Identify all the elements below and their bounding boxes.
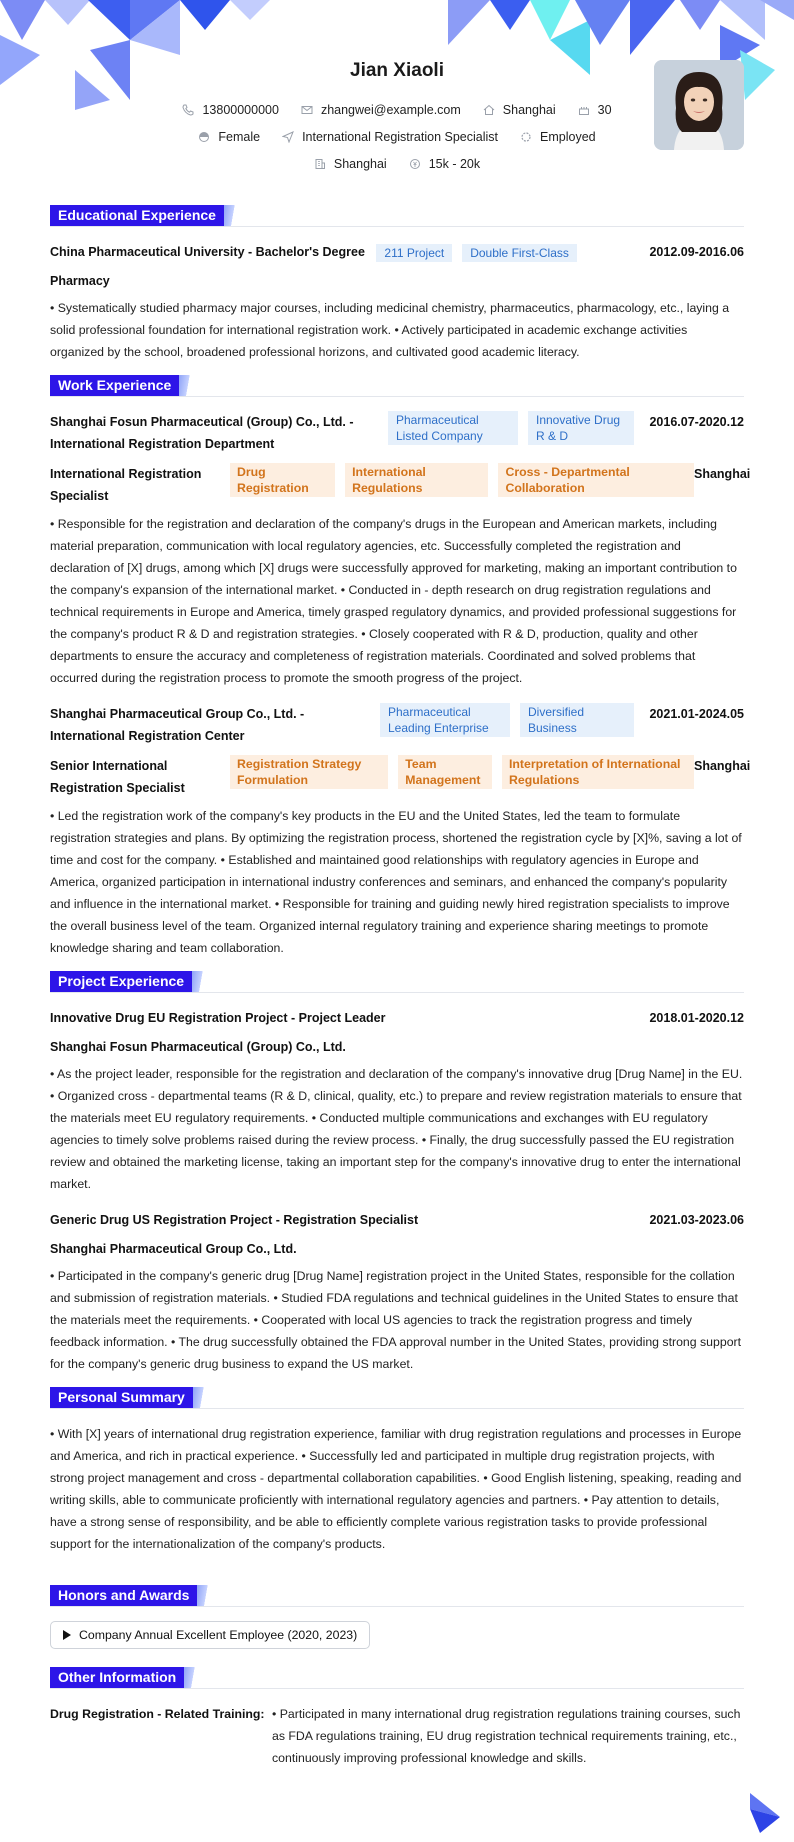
work-entry (50, 411, 751, 689)
project-entry (50, 1007, 744, 1195)
work-description: • Responsible for the registration and declaration of the company's drugs in the European and American markets, including material preparation, communication with local regulatory agencies, etc. Successfully completed the registration and declaration of [X] drugs, among which [X] drugs were successfully approved for marketing, making an important contribution to the company's expansion of the international market. • Conducted in - depth research on drug registration regulations and technical requirements in Europe and America, timely grasped regulatory dynamics, and provided professional suggestions for the company's product R & D and registration strategies. • Closely cooperated with R & D, production, quality and other departments to ensure the accuracy and completeness of registration materials. Coordinated and solved problems that occurred during the registration process to promote the smooth progress of the project. (50, 517, 737, 685)
target-city-info (314, 157, 387, 171)
skill-tag: International Regulations (345, 463, 488, 497)
building-icon (314, 158, 326, 170)
phone-icon (182, 104, 194, 116)
summary-section (50, 1387, 744, 1555)
other-text: • Participated in many international drug registration regulations training courses, such as FDA regulations training, EU drug registration technical requirements training, etc., continuously improving professional knowledge and skills. (272, 1707, 741, 1765)
candidate-name: Jian Xiaoli (350, 60, 444, 81)
school-tag: Double First-Class (462, 244, 577, 262)
work-date: 2021.01-2024.05 (649, 707, 744, 721)
home-icon (483, 104, 495, 116)
chevron-right-icon (63, 1630, 71, 1640)
summary-text: • With [X] years of international drug registration experience, familiar with drug registration regulations and processes in Europe and America, and rich in practical experience. • Successfully led and participated in multiple drug registration projects, with strong project management and cross - departmental collaboration capabilities. • Good English listening, speaking, reading and writing skills, able to communicate proficiently with international regulatory agencies and partners. • Pay attention to details, have a strong sense of responsibility, and be able to efficiently complete various registration tasks to provide professional support for the internationalization of the company's products. (50, 1427, 742, 1551)
work-date: 2016.07-2020.12 (649, 415, 744, 429)
skill-tag: Team Management (398, 755, 492, 789)
city-info (483, 103, 556, 117)
age-icon (578, 104, 590, 116)
section-title-summary: Personal Summary (50, 1387, 193, 1408)
school-name: China Pharmaceutical University - Bachelor's Degree (50, 245, 365, 259)
project-company: Shanghai Fosun Pharmaceutical (Group) Co., Ltd. (50, 1040, 346, 1054)
other-label: Drug Registration - Related Training: (50, 1707, 265, 1721)
gender-icon (198, 131, 210, 143)
section-title-other: Other Information (50, 1667, 184, 1688)
company-tag: Pharmaceutical Listed Company (388, 411, 518, 445)
project-description: • Participated in the company's generic drug [Drug Name] registration project in the United States, responsible for the collation and submission of registration materials. • Studied FDA regulations and technical guidelines in the United States to ensure that the materials meet the requirements. • Cooperated with local US agencies to track the registration progress and timely feedback information. • The drug successfully obtained the FDA approval number in the United States, providing strong support for the company's generic drug business to expand the US market. (50, 1269, 742, 1371)
email-address: zhangwei@example.com (320, 103, 461, 117)
target-city: Shanghai (333, 157, 387, 171)
gender: Female (218, 130, 261, 144)
education-date: 2012.09-2016.06 (649, 245, 744, 259)
education-section (50, 205, 744, 363)
position-title: International Registration Specialist (50, 467, 202, 503)
education-entry (50, 241, 744, 363)
work-location: Shanghai (694, 467, 751, 481)
major: Pharmacy (50, 274, 110, 288)
work-entry (50, 703, 751, 959)
send-icon (282, 131, 294, 143)
project-date: 2018.01-2020.12 (649, 1011, 744, 1025)
section-title-education: Educational Experience (50, 205, 224, 226)
target-position: International Registration Specialist (302, 130, 499, 144)
employment-status: Employed (540, 130, 596, 144)
email-info (301, 103, 461, 117)
avatar (654, 60, 744, 150)
gender-info (198, 130, 260, 144)
project-title: Innovative Drug EU Registration Project - Project Leader (50, 1011, 386, 1025)
work-description: • Led the registration work of the company's key products in the EU and the United States, led the team to formulate registration strategies and plans. By optimizing the registration process, shortened the registration cycle by [X]%, saving a lot of time and cost for the company. • Established and maintained good relationships with regulatory agencies in Europe and America, organized participation in international industry conferences and seminars, and enhanced the company's popularity and influence in the international market. • Responsible for training and guiding newly hired registration specialists to improve the overall business level of the team. Organized internal regulatory training and experience sharing meetings to promote knowledge sharing and team collaboration. (50, 809, 742, 955)
project-entry (50, 1209, 744, 1375)
section-title-project: Project Experience (50, 971, 192, 992)
company-tag: Diversified Business (520, 703, 634, 737)
project-title: Generic Drug US Registration Project - Registration Specialist (50, 1213, 419, 1227)
corner-decoration (746, 1793, 782, 1833)
resume-header (50, 0, 744, 185)
salary: 15k - 20k (428, 157, 481, 171)
skill-tag: Registration Strategy Formulation (230, 755, 388, 789)
company-tag: Innovative Drug R & D (528, 411, 634, 445)
section-title-work: Work Experience (50, 375, 179, 396)
project-description: • As the project leader, responsible for the registration and declaration of the company's innovative drug [Drug Name] in the EU. • Organized cross - departmental teams (R & D, clinical, quality, etc.) to prepare and review registration materials to ensure that the materials meet EU regulatory requirements. • Conducted multiple communications and exchanges with EU regulatory agencies to timely solve problems raised during the review process. • Finally, the drug successfully passed the EU registration review and obtained the marketing license, taking an important step for the company's innovative drug to enter the international market. (50, 1067, 743, 1191)
status-icon (520, 131, 532, 143)
company-name: Shanghai Fosun Pharmaceutical (Group) Co., Ltd. - International Registration Department (50, 415, 354, 451)
age-info (578, 103, 612, 117)
award-label: Company Annual Excellent Employee (2020, 2023) (79, 1628, 358, 1642)
skill-tag: Cross - Departmental Collaboration (498, 463, 694, 497)
work-section (50, 375, 751, 959)
education-description: • Systematically studied pharmacy major courses, including medicinal chemistry, pharmaceutics, pharmacology, etc., laying a solid professional foundation for international registration work. • Actively participated in academic exchange activities organized by the school, broadened professional horizons, and cultivated good academic literacy. (50, 301, 730, 359)
honors-section (50, 1585, 744, 1649)
mail-icon (301, 104, 313, 116)
status-info (520, 130, 596, 144)
project-section (50, 971, 744, 1375)
skill-tag: Interpretation of International Regulations (502, 755, 694, 789)
project-company: Shanghai Pharmaceutical Group Co., Ltd. (50, 1242, 297, 1256)
award-item[interactable] (50, 1621, 370, 1649)
age: 30 (597, 103, 612, 117)
salary-info (409, 157, 480, 171)
salary-icon (409, 158, 421, 170)
phone-info (182, 103, 278, 117)
project-date: 2021.03-2023.06 (649, 1213, 744, 1227)
target-position-info (282, 130, 498, 144)
school-tag: 211 Project (376, 244, 452, 262)
phone-number: 13800000000 (202, 103, 279, 117)
skill-tag: Drug Registration (230, 463, 335, 497)
section-title-honors: Honors and Awards (50, 1585, 197, 1606)
city: Shanghai (502, 103, 556, 117)
company-name: Shanghai Pharmaceutical Group Co., Ltd. - International Registration Center (50, 707, 305, 743)
avatar-portrait (654, 60, 744, 150)
other-section (50, 1667, 744, 1769)
company-tag: Pharmaceutical Leading Enterprise (380, 703, 510, 737)
position-title: Senior International Registration Specialist (50, 759, 185, 795)
work-location: Shanghai (694, 759, 751, 773)
